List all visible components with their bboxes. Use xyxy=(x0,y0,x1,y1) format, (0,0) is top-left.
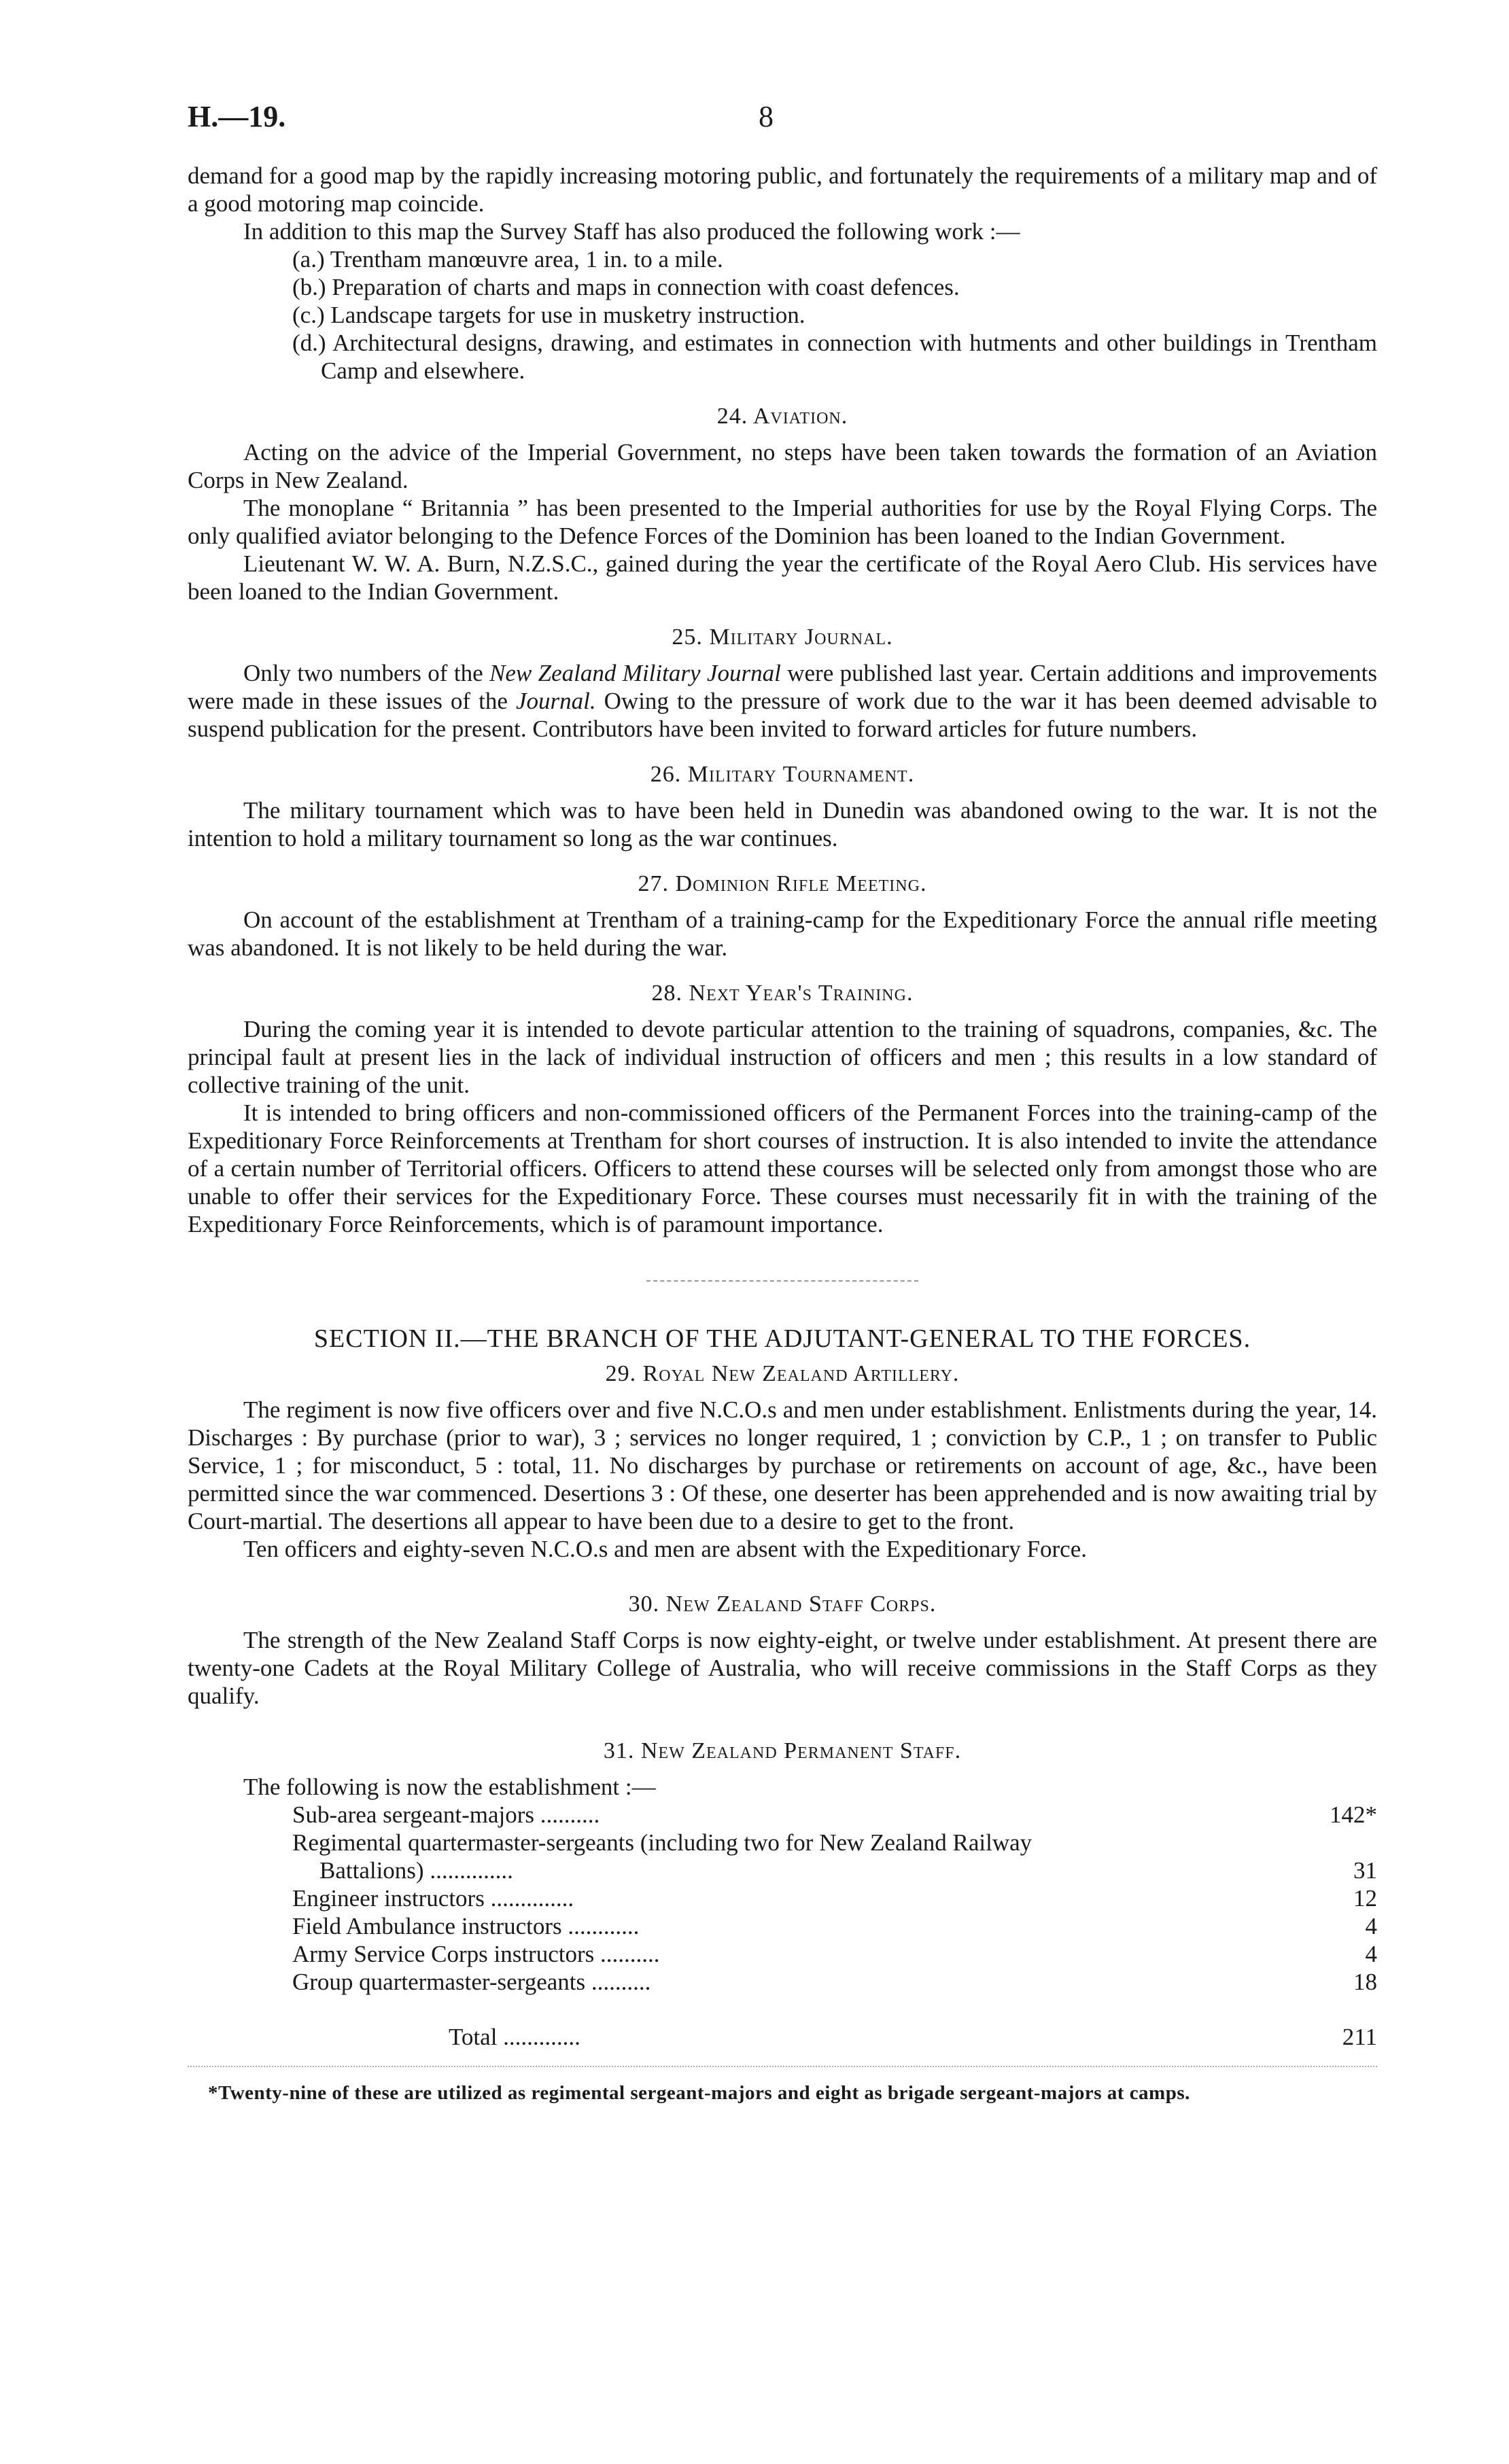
training-paragraph: It is intended to bring officers and non-commissioned officers of the Permanent Forces into the training-camp of the Expeditionary Force Reinforcements at Trentham for short courses of instruction. It is also intended to invite the attendance of a certain number of Territorial officers. Officers to attend these courses will be selected only from amongst those who are unable to offer their services for the Expeditionary Force. These courses must necessarily fit in with the training of the Expeditionary Force Reinforcements, which is of paramount importance. xyxy=(188,1099,1377,1237)
footnote-divider xyxy=(188,2066,1377,2067)
aviation-paragraph: Acting on the advice of the Imperial Government, no steps have been taken towards the formation of an Aviation Corps in New Zealand. xyxy=(188,439,1377,493)
work-item: (d.) Architectural designs, drawing, and estimates in connection with hutments and other buildings in Trentham Camp and elsewhere. xyxy=(292,330,1377,384)
staff-corps-paragraph: The strength of the New Zealand Staff Corps is now eighty-eight, or twelve under establishment. At present there are twenty-one Cadets at the Royal Military College of Australia, who will receive commissions in the Staff Corps as they qualify. xyxy=(188,1627,1377,1709)
table-row xyxy=(292,1856,1377,1884)
table-row xyxy=(292,1801,1377,1829)
row-label: Battalions) .............. xyxy=(319,1857,513,1884)
artillery-paragraph: The regiment is now five officers over and five N.C.O.s and men under establishment. Enlistments during the year, 14. Discharges : By purchase (prior to war), 3 ; services no longer required, 1 ; conviction by C.P., 1 ; on transfer to Public Service, 1 ; for misconduct, 5 : total, 11. No discharges by purchase or retirements on account of age, &c., have been permitted since the war commenced. Desertions 3 : Of these, one deserter has been apprehended and is now awaiting trial by Court-martial. The desertions all appear to have been due to a desire to get to the front. xyxy=(188,1396,1377,1534)
aviation-paragraph: Lieutenant W. W. A. Burn, N.Z.S.C., gained during the year the certificate of the Royal Aero Club. His services have been loaned to the Indian Government. xyxy=(188,550,1377,605)
training-paragraph: During the coming year it is intended to devote particular attention to the training of squadrons, companies, &c. The principal fault at present lies in the lack of individual instruction of officers and men ; this results in a low standard of collective training of the unit. xyxy=(188,1016,1377,1098)
training-heading: 28. Next Year's Training. xyxy=(651,981,914,1006)
journal-text-mid: were published last year. Certain additions and improvements were made in these issues of the xyxy=(188,660,1377,714)
staff-corps-heading: 30. New Zealand Staff Corps. xyxy=(628,1591,937,1617)
table-row xyxy=(292,1940,1377,1968)
page-header xyxy=(188,99,1377,140)
total-value: 211 xyxy=(1342,2024,1377,2050)
row-value: 4 xyxy=(1365,1941,1377,1967)
establishment-lead: The following is now the establishment :— xyxy=(243,1774,656,1800)
row-label: Army Service Corps instructors .......... xyxy=(292,1941,660,1967)
section-title: SECTION II.—THE BRANCH OF THE ADJUTANT-GENERAL TO THE FORCES. xyxy=(313,1324,1251,1353)
table-row xyxy=(292,1968,1377,1996)
aviation-paragraph: The monoplane “ Britannia ” has been presented to the Imperial authorities for use by the Royal Flying Corps. The only qualified aviator belonging to the Defence Forces of the Dominion has been loaned to the Indian Government. xyxy=(188,495,1377,549)
intro-paragraph: demand for a good map by the rapidly increasing motoring public, and fortunately the requirements of a military map and of a good motoring map coincide. xyxy=(188,162,1377,217)
page-number: 8 xyxy=(759,100,774,133)
row-value: 18 xyxy=(1353,1969,1377,1995)
journal-heading: 25. Military Journal. xyxy=(672,624,893,650)
establishment-table xyxy=(292,1801,1377,2051)
intro-lead: In addition to this map the Survey Staff has also produced the following work :— xyxy=(243,218,1020,245)
rifle-meeting-heading: 27. Dominion Rifle Meeting. xyxy=(638,871,927,896)
table-row xyxy=(292,1912,1377,1940)
table-row xyxy=(292,1884,1377,1912)
footnote: *Twenty-nine of these are utilized as regimental sergeant-majors and eight as brigade sergeant-majors at camps. xyxy=(208,2082,1190,2104)
work-item: (b.) Preparation of charts and maps in connection with coast defences. xyxy=(292,274,960,300)
row-label: Group quartermaster-sergeants .......... xyxy=(292,1969,651,1995)
row-value: 4 xyxy=(1365,1913,1377,1939)
total-row xyxy=(292,1996,1377,2051)
journal-title-short: Journal. xyxy=(515,688,596,714)
journal-paragraph xyxy=(188,659,1377,743)
row-label: Engineer instructors .............. xyxy=(292,1885,574,1912)
row-value: 142* xyxy=(1330,1801,1377,1828)
page-body xyxy=(188,162,1377,2107)
rifle-meeting-paragraph: On account of the establishment at Trentham of a training-camp for the Expeditionary Force the annual rifle meeting was abandoned. It is not likely to be held during the war. xyxy=(188,907,1377,961)
tournament-paragraph: The military tournament which was to have been held in Dunedin was abandoned owing to the war. It is not the intention to hold a military tournament so long as the war continues. xyxy=(188,797,1377,851)
journal-text-start: Only two numbers of the xyxy=(243,660,490,686)
journal-text-end: Owing to the pressure of work due to the war it has been deemed advisable to suspend publication for the present. Contributors have been invited to forward articles for future numbers. xyxy=(188,688,1377,742)
total-label: Total ............. xyxy=(449,2024,580,2050)
work-item: (a.) Trentham manœuvre area, 1 in. to a mile. xyxy=(292,246,723,272)
row-label: Regimental quartermaster-sergeants (including two for New Zealand Railway xyxy=(292,1829,1033,1856)
row-value: 12 xyxy=(1353,1885,1377,1912)
row-label: Field Ambulance instructors ............ xyxy=(292,1913,640,1939)
row-label: Sub-area sergeant-majors .......... xyxy=(292,1801,600,1828)
aviation-heading: 24. Aviation. xyxy=(716,404,848,429)
work-item: (c.) Landscape targets for use in musketry instruction. xyxy=(292,302,805,328)
permanent-staff-heading: 31. New Zealand Permanent Staff. xyxy=(603,1738,962,1763)
row-value: 31 xyxy=(1353,1857,1377,1884)
table-row xyxy=(292,1829,1377,1856)
artillery-paragraph: Ten officers and eighty-seven N.C.O.s and men are absent with the Expeditionary Force. xyxy=(243,1536,1087,1562)
document-code: H.—19. xyxy=(188,100,286,133)
section-divider xyxy=(646,1280,918,1282)
tournament-heading: 26. Military Tournament. xyxy=(650,762,915,787)
journal-title: New Zealand Military Journal xyxy=(489,660,781,686)
artillery-heading: 29. Royal New Zealand Artillery. xyxy=(605,1361,960,1386)
